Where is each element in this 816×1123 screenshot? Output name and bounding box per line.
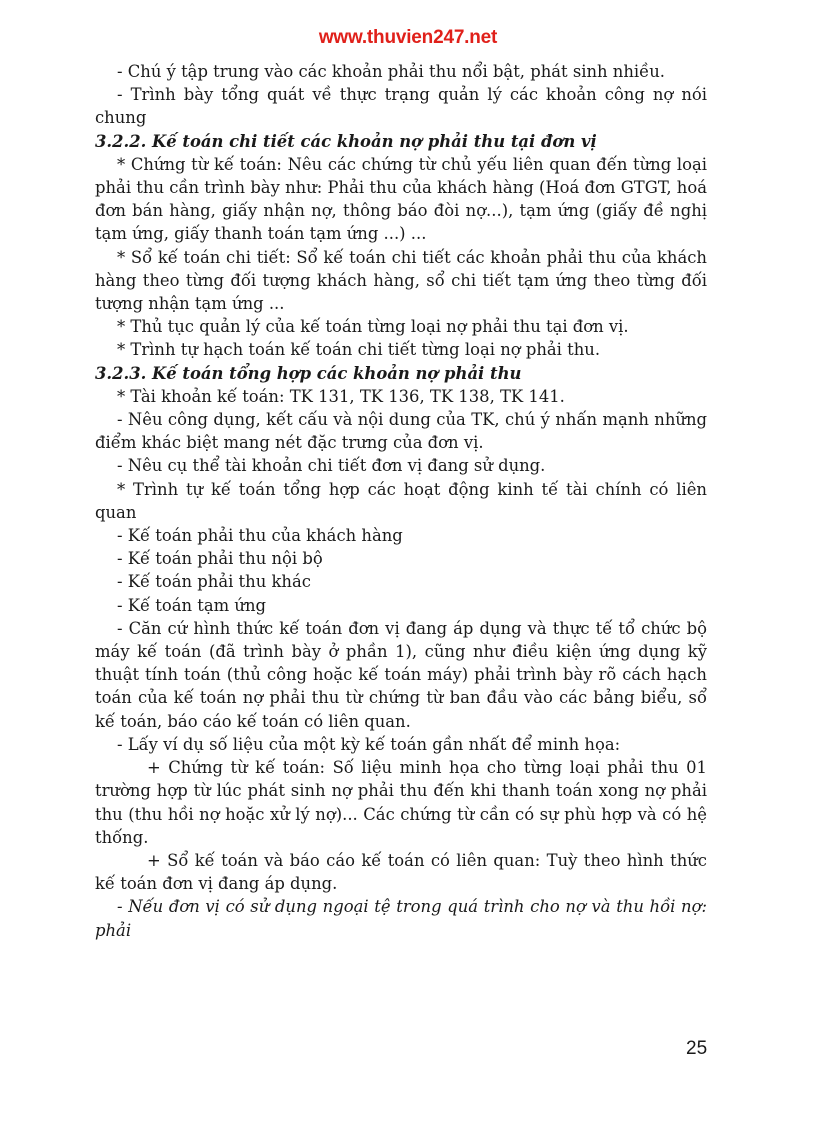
list-item: - Kế toán phải thu của khách hàng	[117, 526, 403, 546]
website-header: www.thuvien247.net	[318, 27, 498, 48]
list-item: - Kế toán tạm ứng	[117, 595, 266, 615]
paragraph-vouchers: * Chứng từ kế toán: Nêu các chứng từ chủ yếu liên quan đến từng loại phải thu cần trình bày như: Phải thu của khách hàng (Hoá đơn GTGT, hoá đơn bán hàng, giấy nhận nợ, thông báo đòi nợ...), tạm ứng (giấy đề nghị tạm ứng, giấy thanh toán tạm ứng ...) ...	[95, 154, 707, 244]
list-item: - Kế toán phải thu khác	[117, 572, 311, 592]
paragraph-procedures: * Thủ tục quản lý của kế toán từng loại nợ phải thu tại đơn vị.	[117, 317, 629, 337]
list-item: - Kế toán phải thu nội bộ	[117, 549, 323, 569]
paragraph-detail-accounts: - Nêu cụ thể tài khoản chi tiết đơn vị đang sử dụng.	[117, 456, 546, 476]
paragraph-example-reports: + Sổ kế toán và báo cáo kế toán có liên quan: Tuỳ theo hình thức kế toán đơn vị đang áp dụng.	[95, 850, 707, 894]
paragraph-foreign-currency: - Nếu đơn vị có sử dụng ngoại tệ trong quá trình cho nợ và thu hồi nợ: phải	[95, 897, 707, 940]
paragraph-general-sequence: * Trình tự kế toán tổng hợp các hoạt động kinh tế tài chính có liên quan	[95, 479, 707, 522]
paragraph-example-vouchers: + Chứng từ kế toán: Số liệu minh họa cho từng loại phải thu 01 trường hợp từ lúc phát sinh nợ phải thu đến khi thanh toán xong nợ phải thu (thu hồi nợ hoặc xử lý nợ)... Các chứng từ cần có sự phù hợp và có hệ thống.	[95, 758, 707, 847]
paragraph-accounts: * Tài khoản kế toán: TK 131, TK 136, TK 138, TK 141.	[117, 386, 565, 406]
page-number: 25	[686, 1038, 708, 1059]
paragraph-account-usage: - Nêu công dụng, kết cấu và nội dung của TK, chú ý nhấn mạnh những điểm khác biệt mang nét đặc trưng của đơn vị.	[95, 410, 707, 453]
document-body	[95, 60, 707, 942]
section-heading-3-2-2: 3.2.2. Kế toán chi tiết các khoản nợ phải thu tại đơn vị	[95, 131, 597, 151]
paragraph-accounting-form: - Căn cứ hình thức kế toán đơn vị đang áp dụng và thực tế tổ chức bộ máy kế toán (đã trình bày ở phần 1), cũng như điều kiện ứng dụng kỹ thuật tính toán (thủ công hoặc kế toán máy) phải trình bày rõ cách hạch toán của kế toán nợ phải thu từ chứng từ ban đầu vào các bảng biểu, sổ kế toán, báo cáo kế toán có liên quan.	[95, 618, 707, 731]
paragraph-focus-receivables: - Chú ý tập trung vào các khoản phải thu nổi bật, phát sinh nhiều.	[117, 62, 666, 81]
section-heading-3-2-3: 3.2.3. Kế toán tổng hợp các khoản nợ phải thu	[95, 363, 522, 383]
paragraph-sequence: * Trình tự hạch toán kế toán chi tiết từng loại nợ phải thu.	[117, 340, 601, 360]
paragraph-example: - Lấy ví dụ số liệu của một kỳ kế toán gần nhất để minh họa:	[117, 734, 621, 754]
paragraph-overview: - Trình bày tổng quát về thực trạng quản lý các khoản công nợ nói chung	[95, 85, 707, 128]
paragraph-detail-ledger: * Sổ kế toán chi tiết: Sổ kế toán chi tiết các khoản phải thu của khách hàng theo từng đối tượng khách hàng, sổ chi tiết tạm ứng theo từng đối tượng nhận tạm ứng ...	[95, 247, 707, 314]
